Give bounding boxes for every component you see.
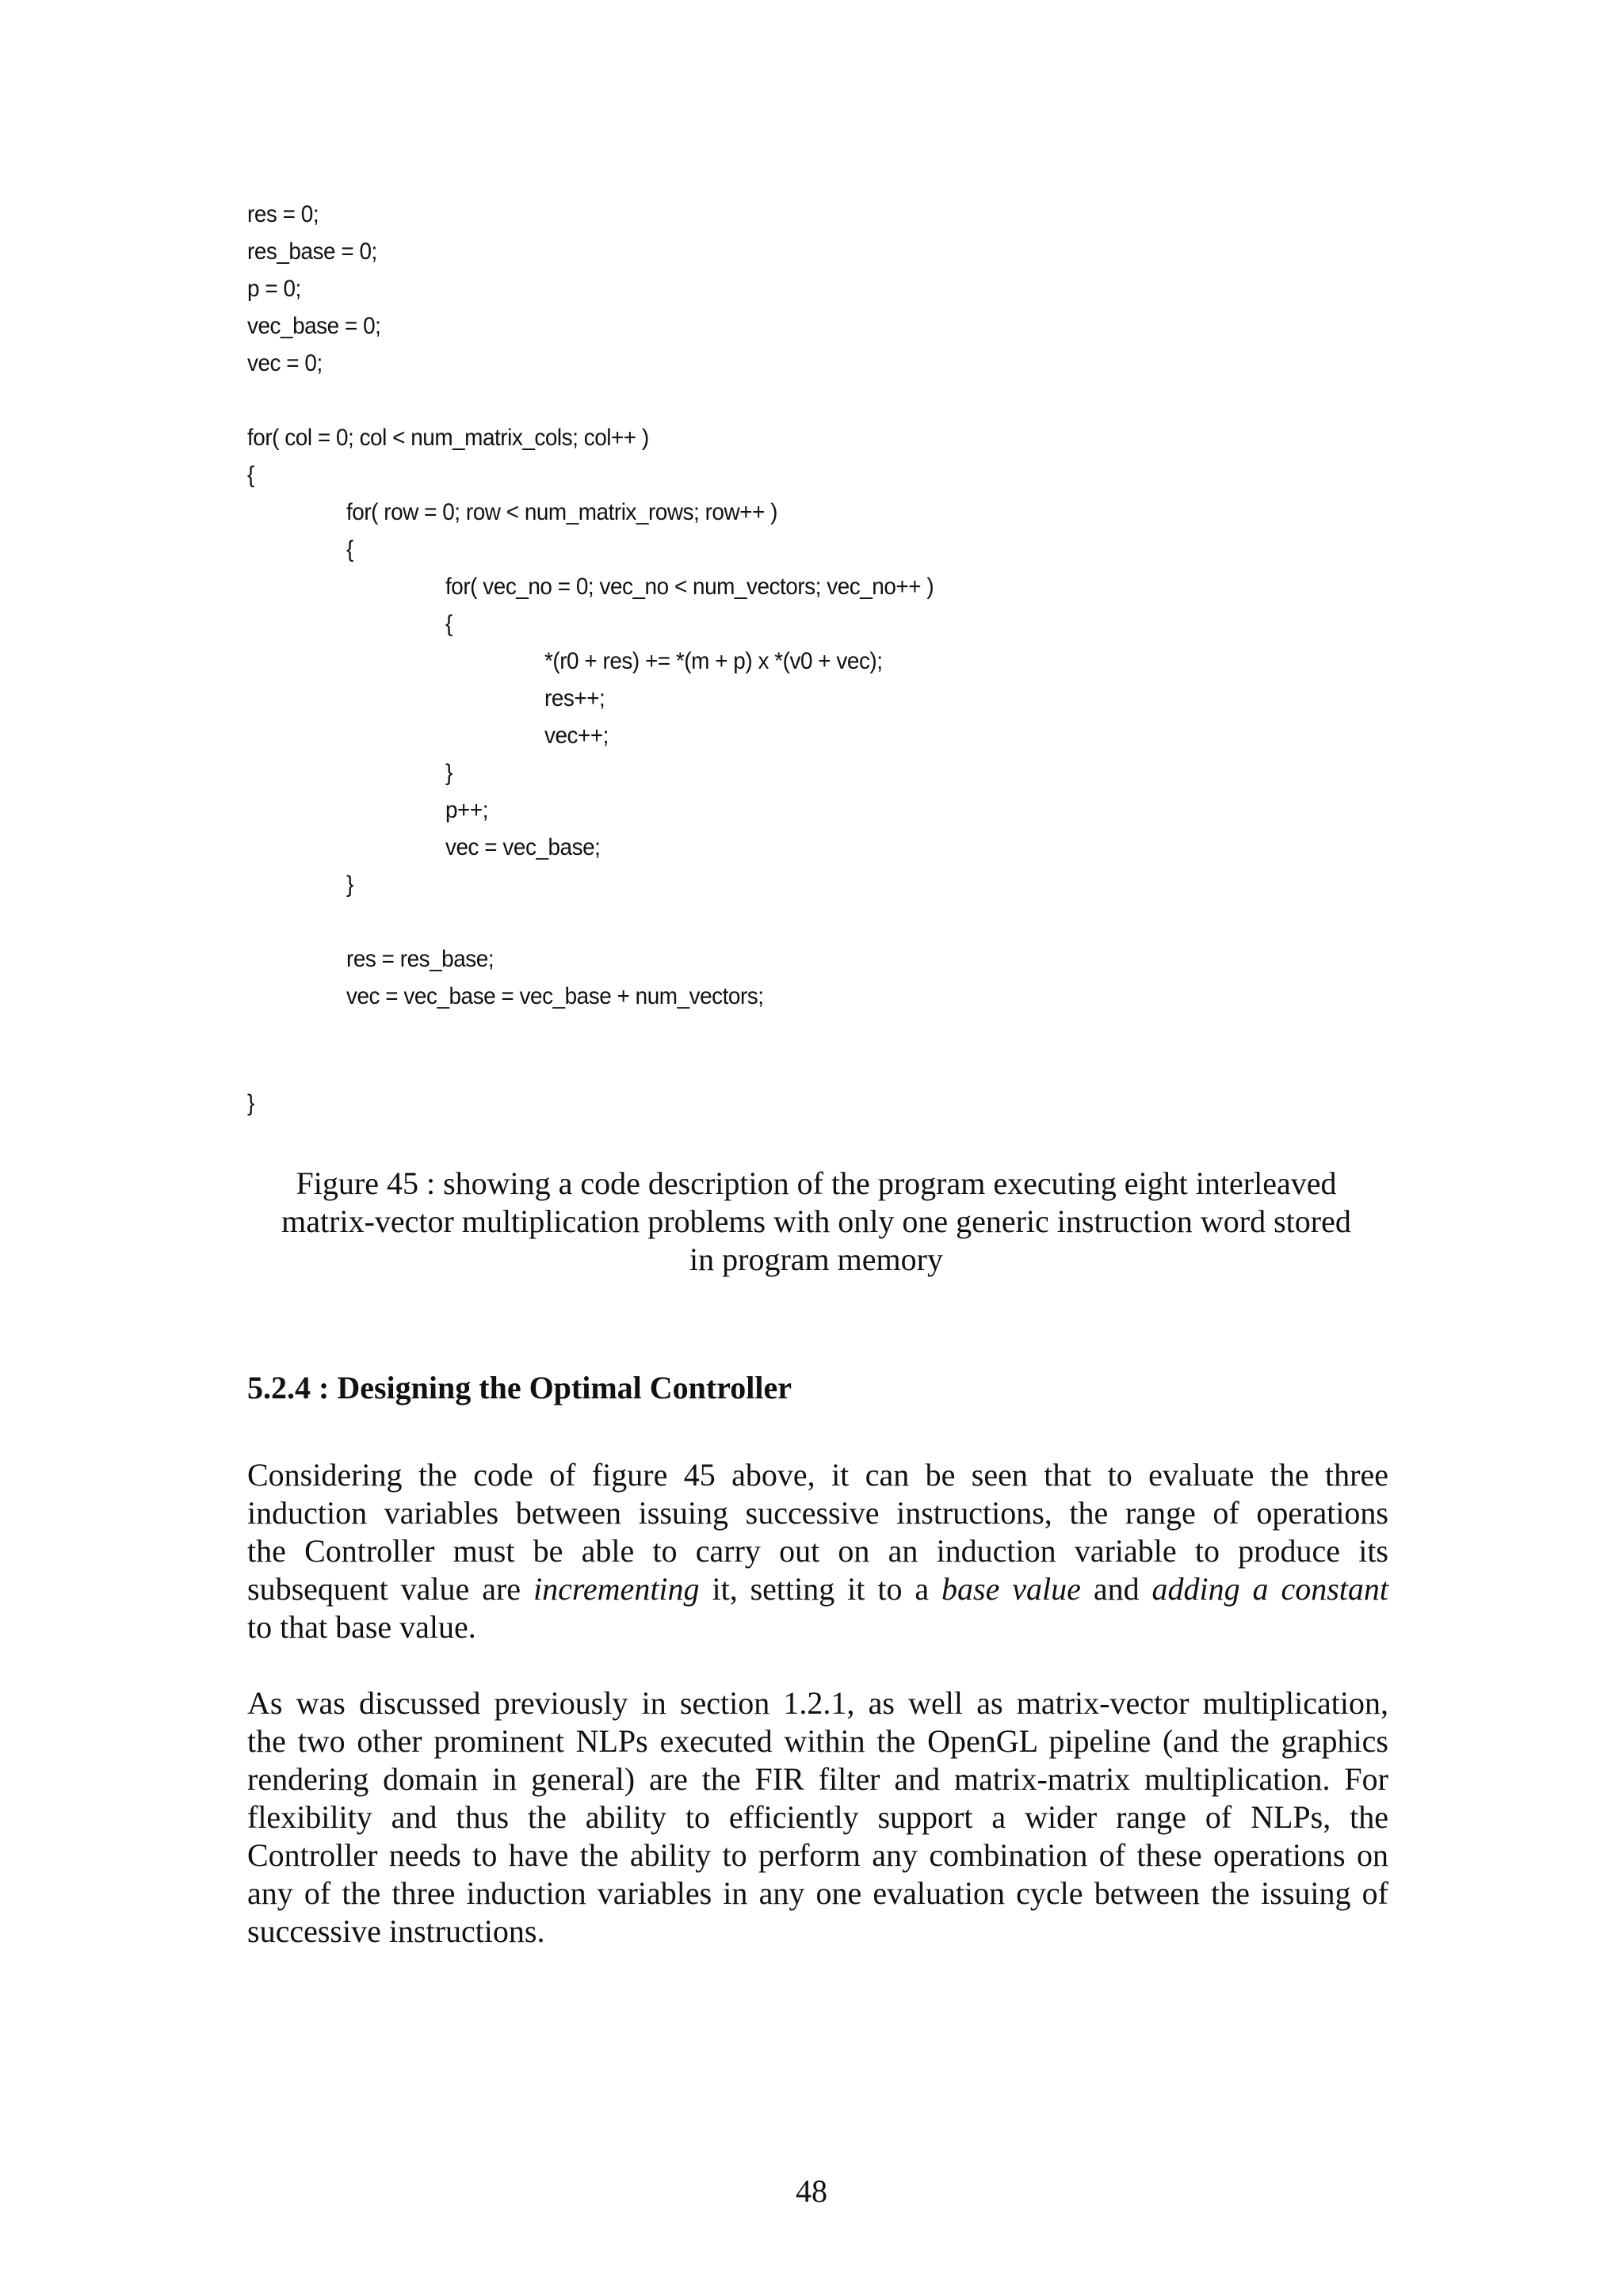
code-line: *(r0 + res) += *(m + p) x *(v0 + vec);: [544, 648, 883, 674]
caption-line: in program memory: [689, 1241, 943, 1277]
code-line: p = 0;: [247, 276, 301, 302]
emphasis-text: base value: [941, 1571, 1081, 1607]
code-line: {: [346, 536, 353, 563]
code-line: }: [445, 760, 453, 786]
paragraph-line: Considering the code of figure 45 above, it can be seen that to evaluate the three: [247, 1457, 1388, 1493]
code-line: for( vec_no = 0; vec_no < num_vectors; vec_no++ ): [445, 574, 934, 600]
paragraph: [247, 1456, 1388, 1646]
section-heading: 5.2.4 : Designing the Optimal Controller: [247, 1370, 792, 1405]
code-line: vec = vec_base = vec_base + num_vectors;: [346, 983, 764, 1009]
code-line: }: [247, 1090, 254, 1116]
paragraph-line: successive instructions.: [247, 1913, 545, 1949]
paragraph-line: any of the three induction variables in any one evaluation cycle between the issuing of: [247, 1875, 1388, 1911]
paragraph-line: the Controller must be able to carry out on an induction variable to produce its: [247, 1533, 1388, 1569]
code-line: {: [247, 462, 254, 488]
code-line: {: [445, 611, 453, 637]
text-run: it, setting it to a: [699, 1571, 942, 1607]
code-line: }: [346, 871, 353, 898]
code-line: vec = 0;: [247, 350, 323, 376]
paragraph-line: induction variables between issuing successive instructions, the range of operations: [247, 1495, 1388, 1531]
figure-caption: [238, 1165, 1395, 1279]
code-line: res = res_base;: [346, 946, 495, 972]
code-line: res_base = 0;: [247, 238, 377, 265]
emphasis-text: incrementing: [533, 1571, 700, 1607]
caption-line: Figure 45 : showing a code description of the program executing eight interleaved: [296, 1165, 1337, 1201]
code-line: vec = vec_base;: [445, 834, 601, 860]
paragraph-line: Controller needs to have the ability to perform any combination of these operations on: [247, 1837, 1388, 1873]
text-run: subsequent value are: [247, 1571, 533, 1607]
code-line: p++;: [445, 797, 488, 823]
paragraph-line: the two other prominent NLPs executed within the OpenGL pipeline (and the graphics: [247, 1723, 1388, 1759]
paragraph-line: [247, 1570, 1388, 1608]
page-number: 48: [796, 2173, 827, 2209]
code-line: for( col = 0; col < num_matrix_cols; col++ ): [247, 425, 649, 451]
code-line: res = 0;: [247, 201, 319, 227]
code-line: vec++;: [544, 723, 609, 749]
paragraph-line: to that base value.: [247, 1609, 476, 1645]
paragraph-line: flexibility and thus the ability to efficiently support a wider range of NLPs, the: [247, 1799, 1388, 1835]
paragraph-line: As was discussed previously in section 1.2.1, as well as matrix-vector multiplication,: [247, 1685, 1388, 1721]
emphasis-text: adding a constant: [1151, 1571, 1388, 1607]
caption-line: matrix-vector multiplication problems with only one generic instruction word stored: [281, 1203, 1351, 1239]
code-line: for( row = 0; row < num_matrix_rows; row++ ): [346, 499, 777, 525]
paragraph: [247, 1684, 1388, 1951]
code-line: vec_base = 0;: [247, 313, 381, 339]
code-line: res++;: [544, 685, 605, 711]
text-run: and: [1080, 1571, 1152, 1607]
paragraph-line: rendering domain in general) are the FIR filter and matrix-matrix multiplication. For: [247, 1761, 1388, 1797]
